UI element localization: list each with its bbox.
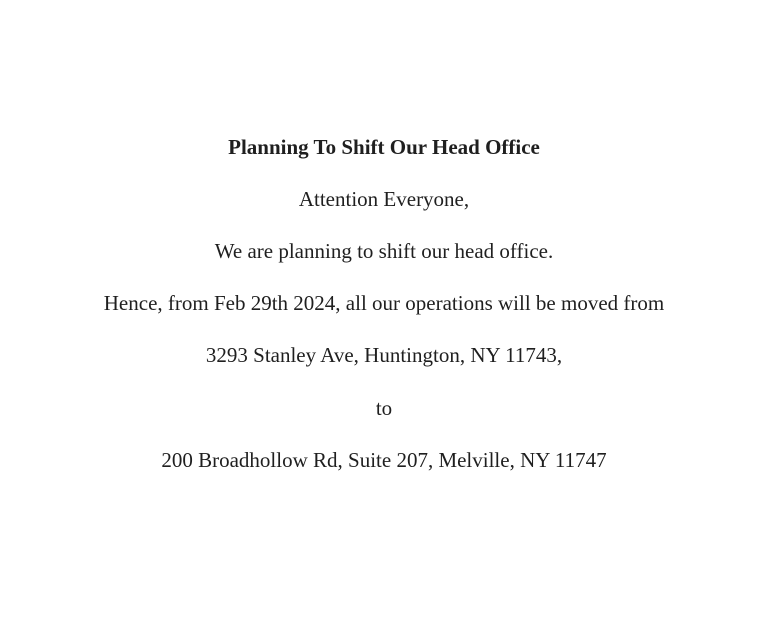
old-address-line: 3293 Stanley Ave, Huntington, NY 11743, (205, 343, 563, 367)
connector-line: to (375, 396, 393, 420)
intro-line: We are planning to shift our head office. (214, 239, 554, 263)
greeting-line: Attention Everyone, (298, 187, 470, 211)
document-title: Planning To Shift Our Head Office (228, 135, 540, 159)
new-address-line: 200 Broadhollow Rd, Suite 207, Melville, NY 11747 (161, 448, 607, 472)
notice-line: Hence, from Feb 29th 2024, all our operations will be moved from (103, 291, 665, 315)
